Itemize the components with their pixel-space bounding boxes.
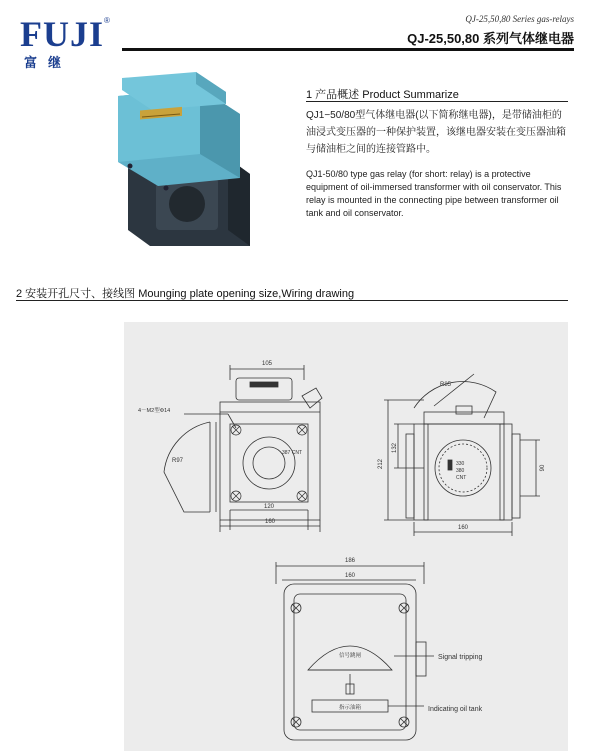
- side-label-330: 330: [456, 461, 465, 467]
- dim-105: 105: [261, 361, 273, 367]
- section-1-divider: [306, 101, 568, 102]
- logo-chinese-name: 富继: [24, 55, 73, 70]
- flange-holes-note: 4－M2型Φ14: [138, 408, 171, 414]
- bottom-view: [276, 558, 483, 740]
- callout-signal-tripping: Signal tripping: [438, 654, 483, 661]
- dim-186: 186: [344, 558, 356, 564]
- dim-120: 120: [263, 504, 275, 510]
- section-2-title: 2 安装开孔尺寸、接线图 Mounging plate opening size,Wiring drawing: [16, 288, 355, 300]
- front-view: [138, 361, 322, 532]
- plate-top-label: 信号跳闸: [338, 653, 362, 659]
- front-window-label: 387 CNT: [282, 450, 303, 456]
- page-title: QJ-25,50,80 系列气体继电器: [407, 31, 574, 46]
- section-1-title: 1 产品概述 Product Summarize: [306, 89, 459, 101]
- callout-indicating-oil-tank: Indicating oil tank: [428, 706, 483, 713]
- dim-160-bottom: 160: [344, 573, 356, 579]
- summary-chinese-paragraph: QJ1−50/80型气体继电器(以下简称继电器)，是带储油柜的油浸式变压器的一种保护装置，该继电器安装在变压器油箱与储油柜之间的连接管路中。: [306, 110, 566, 155]
- logo-registered-mark: ®: [104, 16, 110, 25]
- dim-160-front: 160: [264, 519, 276, 525]
- side-label-cnt: CNT: [456, 475, 467, 481]
- dim-132: 132: [392, 442, 398, 454]
- technical-drawing: [124, 322, 568, 751]
- dim-212: 212: [378, 458, 384, 470]
- plate-bottom-label: 指示油箱: [338, 705, 362, 711]
- summary-english-paragraph: QJ1-50/80 type gas relay (for short: relay) is a protective equipment of oil-immersed transformer with oil conservator. This relay is mounted in the connecting pipe between transformer oil tank and oil conservator.: [306, 169, 562, 218]
- header-divider: [122, 48, 574, 51]
- side-label-380: 380: [456, 468, 465, 474]
- side-view: [378, 374, 546, 536]
- logo-wordmark: FUJI: [20, 14, 104, 54]
- company-logo: [8, 8, 118, 70]
- dim-r85: R85: [440, 382, 452, 388]
- dim-160-side: 160: [457, 525, 469, 531]
- series-subtitle: QJ-25,50,80 Series gas-relays: [465, 14, 574, 24]
- dim-90: 90: [540, 464, 546, 472]
- dim-r97: R97: [172, 458, 184, 464]
- product-photo: [100, 70, 260, 250]
- section-2-divider: [16, 300, 568, 301]
